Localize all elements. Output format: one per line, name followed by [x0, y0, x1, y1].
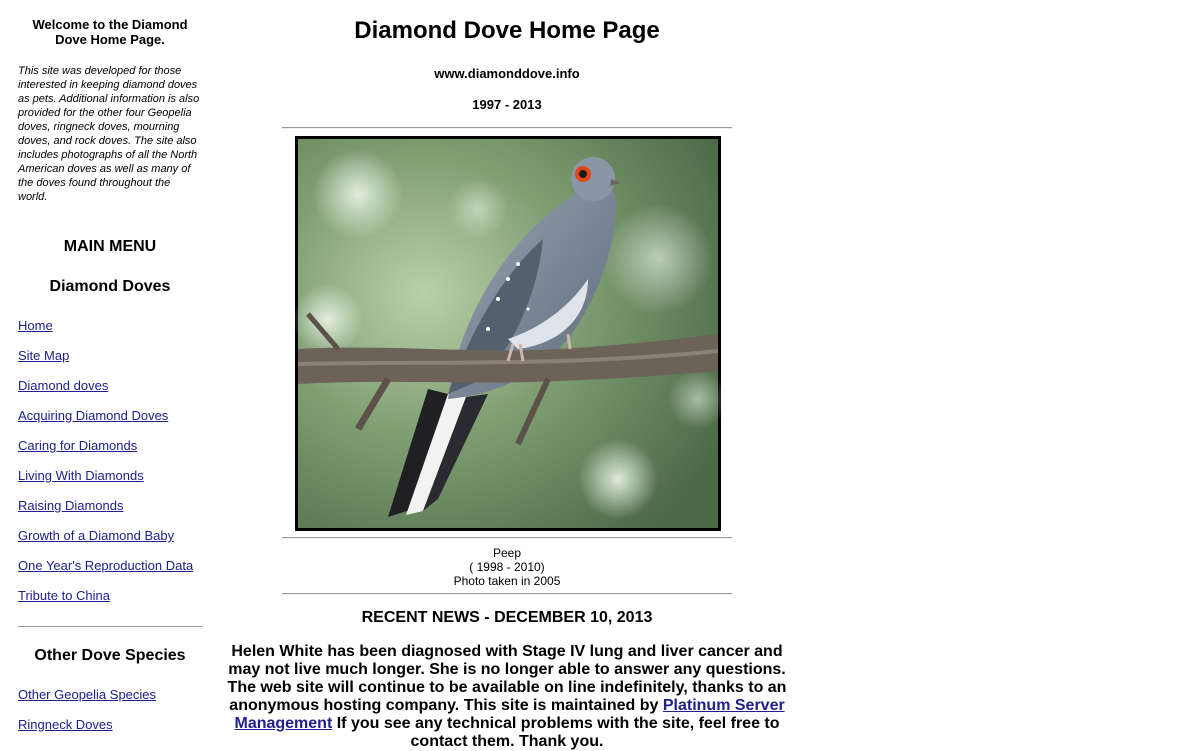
- diamond-doves-menu: [18, 318, 202, 618]
- news-body: [222, 643, 792, 751]
- divider-photo-bottom: [282, 537, 732, 539]
- caption-name: Peep: [492, 546, 522, 560]
- platinum-server-link[interactable]: Platinum Server Management: [234, 697, 785, 732]
- nav-link-diamond-doves[interactable]: Diamond doves: [18, 378, 109, 393]
- intro-text: This site was developed for those interested in keeping diamond doves as pets. Additional information is also provided for the other four Geopelia doves, ringneck doves, mourning doves, and rock doves. The site also includes photographs of all the North American doves as well as many of the doves found throughout the world.: [18, 65, 200, 203]
- nav-link-other-geopelia[interactable]: Other Geopelia Species: [18, 687, 157, 702]
- nav-link-reproduction-data[interactable]: One Year's Reproduction Data: [18, 558, 194, 573]
- news-heading: RECENT NEWS - DECEMBER 10, 2013: [361, 609, 653, 626]
- nav-link-home[interactable]: Home: [18, 318, 53, 333]
- dove-photo: [295, 136, 721, 531]
- caption-dates: ( 1998 - 2010): [469, 560, 545, 574]
- other-species-menu: [18, 687, 202, 747]
- news-text-2: If you see any technical problems with the site, feel free to contact them. Thank you.: [332, 715, 780, 750]
- main-menu-heading: MAIN MENU: [63, 238, 157, 255]
- sidebar-divider: [18, 626, 202, 627]
- diamond-dove-photo-image: [298, 139, 718, 528]
- sidebar: [18, 0, 202, 732]
- nav-link-caring-for-diamonds[interactable]: Caring for Diamonds: [18, 438, 138, 453]
- nav-link-site-map[interactable]: Site Map: [18, 348, 70, 363]
- site-url: www.diamonddove.info: [434, 66, 580, 81]
- nav-link-tribute-to-china[interactable]: Tribute to China: [18, 588, 111, 603]
- divider-top: [282, 127, 732, 129]
- photo-caption: [222, 546, 792, 588]
- nav-link-living-with-diamonds[interactable]: Living With Diamonds: [18, 468, 144, 483]
- welcome-heading: Welcome to the Diamond Dove Home Page.: [32, 17, 188, 47]
- other-species-heading: Other Dove Species: [34, 647, 186, 664]
- nav-link-ringneck-doves[interactable]: Ringneck Doves: [18, 717, 113, 732]
- caption-note: Photo taken in 2005: [453, 574, 561, 588]
- nav-link-raising-diamonds[interactable]: Raising Diamonds: [18, 498, 124, 513]
- news-text-1: Helen White has been diagnosed with Stage IV lung and liver cancer and may not live much longer. She is no longer able to answer any questions. The web site will continue to be available on line indefinitely, thanks to an anonymous hosting company. This site is maintained by: [227, 643, 787, 714]
- nav-link-acquiring-diamond-doves[interactable]: Acquiring Diamond Doves: [18, 408, 169, 423]
- nav-link-growth-of-diamond-baby[interactable]: Growth of a Diamond Baby: [18, 528, 175, 543]
- site-years: 1997 - 2013: [472, 97, 542, 112]
- page-title: Diamond Dove Home Page: [354, 17, 660, 44]
- divider-news-top: [282, 593, 732, 595]
- diamond-doves-heading: Diamond Doves: [49, 278, 171, 295]
